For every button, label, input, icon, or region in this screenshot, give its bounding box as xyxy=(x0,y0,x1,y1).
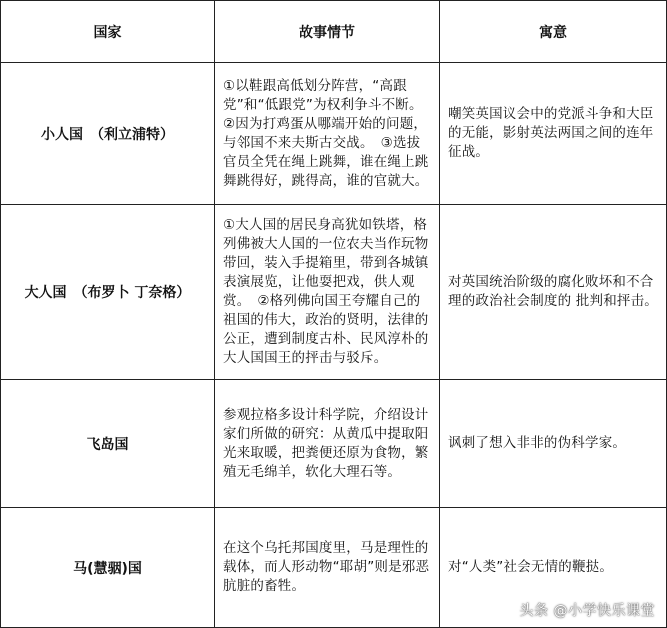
plot-cell: 在这个乌托邦国度里，马是理性的载体，而人形动物“耶胡”则是邪恶肮脏的畜牲。 xyxy=(215,508,440,628)
header-country: 国家 xyxy=(1,1,215,63)
meaning-cell: 对英国统治阶级的腐化败坏和不合理的政治社会制度的 批判和抨击。 xyxy=(440,205,667,380)
country-cell: 大人国 （布罗卜 丁奈格） xyxy=(1,205,215,380)
meaning-cell: 对“人类”社会无情的鞭挞。 xyxy=(440,508,667,628)
plot-cell: ①大人国的居民身高犹如铁塔，格列佛被大人国的一位农夫当作玩物带回，装入手提箱里，带到各城镇表演展览，让他耍把戏，供人观赏。 ②格列佛向国王夸耀自己的祖国的伟大，政治的贤明，法律的公正，遭到制度古朴、民风淳朴的大人国国王的抨击与驳斥。 xyxy=(215,205,440,380)
header-plot: 故事情节 xyxy=(215,1,440,63)
header-meaning: 寓意 xyxy=(440,1,667,63)
country-cell: 马(慧骃)国 xyxy=(1,508,215,628)
table-row xyxy=(1,63,667,205)
meaning-cell: 讽刺了想入非非的伪科学家。 xyxy=(440,380,667,508)
country-cell: 飞岛国 xyxy=(1,380,215,508)
meaning-cell: 嘲笑英国议会中的党派斗争和大臣的无能，影射英法两国之间的连年征战。 xyxy=(440,63,667,205)
table-row xyxy=(1,205,667,380)
country-cell: 小人国 （利立浦特） xyxy=(1,63,215,205)
watermark: 头条 @小学快乐课堂 xyxy=(519,603,655,619)
plot-cell: ①以鞋跟高低划分阵营，“高跟党”和“低跟党”为权利争斗不断。 ②因为打鸡蛋从哪端开始的问题，与邻国不来夫斯古交战。 ③选拔官员全凭在绳上跳舞，谁在绳上跳舞跳得好，跳得高，谁的官就大。 xyxy=(215,63,440,205)
header-row xyxy=(1,1,667,63)
table-row xyxy=(1,380,667,508)
plot-cell: 参观拉格多设计科学院，介绍设计家们所做的研究：从黄瓜中提取阳光来取暖，把粪便还原为食物，繁殖无毛绵羊，软化大理石等。 xyxy=(215,380,440,508)
